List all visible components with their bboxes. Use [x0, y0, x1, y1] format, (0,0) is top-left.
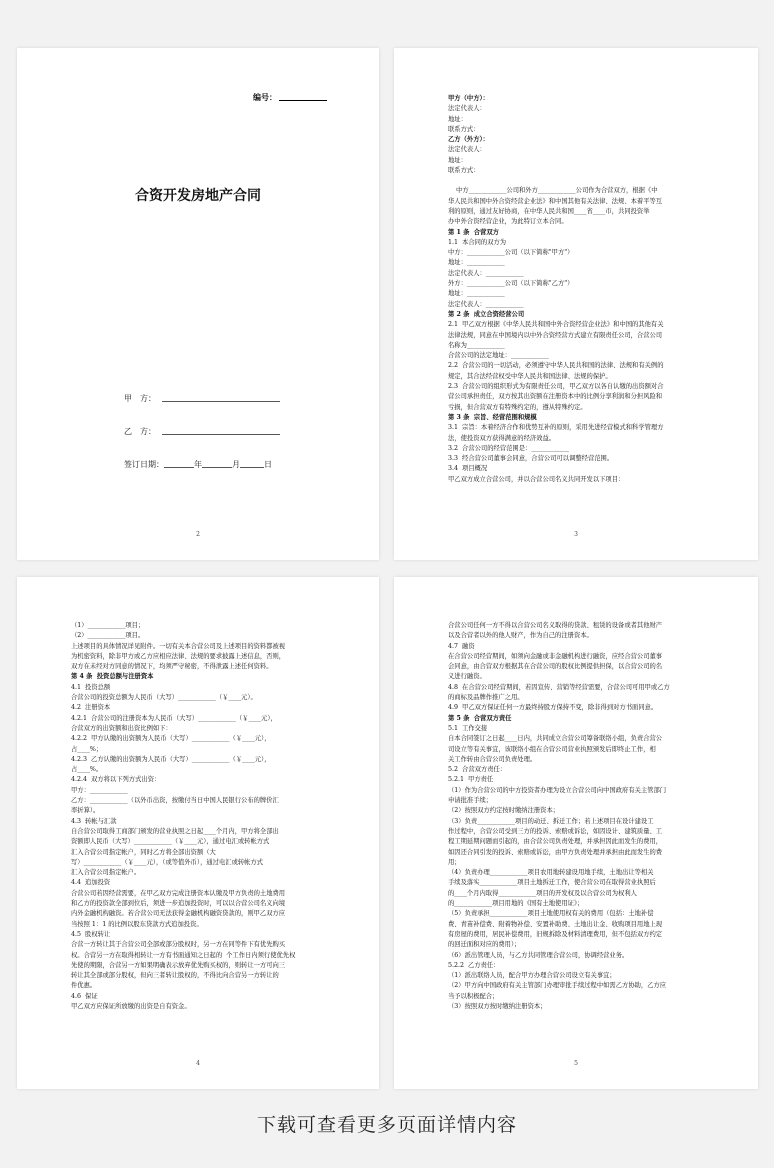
text-line: 地址： [448, 115, 467, 123]
text-line: 合营一方转让其于合营公司全部或部分股权时，另一方在同等件下有优先购买 [71, 941, 286, 949]
text-line: 自本合同签订之日起____日内，共同成立合营公司筹备联络小组，负责合营公 [448, 735, 663, 743]
text-line: 5.2.1 甲方责任 [448, 776, 494, 784]
section-heading: 第 1 条 合营双方 [448, 228, 499, 236]
text-line: 率折算）。 [71, 807, 100, 815]
text-line: 以及合营者以外的他人财产，作为自己的注册资本。 [448, 632, 593, 640]
text-line: 汇入合营公司指定帐户，同时乙方将全部出资额（大 [71, 848, 216, 856]
text-line: 义进行融资。 [448, 673, 486, 681]
text-line: 占____%。 [71, 766, 103, 774]
text-line: 当按照 1：1 的比例以股东贷款方式追加投资。 [71, 920, 203, 928]
text-line: 1.1 本合同的双方为 [448, 238, 507, 246]
section-heading: 第 4 条 投资总额与注册资本 [71, 673, 154, 681]
text-line: （2）甲方向中国政府有关主管部门办理审批手续过程中如需乙方协助，乙方应 [448, 982, 667, 990]
text-line: 合营公司的投资总额为人民币（大写）____________（￥____元）。 [71, 694, 257, 702]
section-heading: 甲方（中方）： [448, 95, 489, 102]
text-line: 乙方：____________（以外币出资，按缴付当日中国人民银行公布的牌价汇 [71, 797, 279, 805]
text-line: 4.7 融资 [448, 642, 475, 650]
text-line: 3.4 项目概况 [448, 465, 488, 473]
text-line: 费、青苗补偿费、附着物补偿、安置补助费、土地出让金、收购项目用地上现 [448, 920, 663, 928]
text-line: 权。合营另一方在取得相转让一方有书面通知之日起的 个工作日内须行使优先权 [71, 951, 296, 959]
sign-date [124, 459, 272, 470]
text-line: 自合营公司取得工商部门颁发的营业执照之日起____个月内，甲方将全部出 [71, 827, 279, 835]
month-blank [202, 459, 232, 468]
section-heading: 乙方（外方）： [448, 136, 489, 144]
text-line: 合营双方的出资额和出资比例如下： [71, 724, 172, 732]
text-line: 地址：____________ [448, 259, 505, 267]
text-line: 占____%； [71, 745, 103, 753]
page-2 [394, 48, 758, 560]
text-line: 为机密资料，除非甲方或乙方应相应法律、法规的要求披露上述信息，否则， [71, 652, 286, 660]
text-line: 4.8 在合营公司经营期间，若因宣传、营销等经营需要，合营公司可用甲或乙方 [448, 683, 670, 691]
text-line: 4.2.4 双方将以下列方式出资： [71, 776, 161, 784]
text-line: 亏损，但合营双方有特殊约定的，遵从特殊约定。 [448, 403, 587, 411]
page-2-body [448, 94, 716, 485]
text-line: 4.3 转帐与汇款 [71, 817, 117, 825]
text-line: 件优惠。 [71, 982, 97, 990]
text-line: （1）____________项目； [71, 622, 145, 629]
text-line: 利的原则，通过友好协商，在中华人民共和国____省____市，共同投资举 [448, 207, 650, 215]
text-line: 联系方式： [448, 125, 480, 133]
text-line: 法定代表人：____________ [448, 300, 524, 308]
text-line: 的____________项目用地的《国有土地使用证》； [448, 900, 584, 908]
text-line: 法律法规，同意在中国境内以中外合资经营方式建立有限责任公司，合营公司 [448, 331, 663, 339]
text-line: （2）____________项目。 [71, 632, 145, 640]
text-line: 华人民共和国中外合资经营企业法》和中国其他有关法律、法规、本着平等互 [448, 197, 663, 205]
text-line: 2.1 甲乙双方根据《中华人民共和国中外合资经营企业法》和中国的其他有关 [448, 321, 664, 329]
page-number: 4 [196, 1060, 200, 1067]
serial-number-field [253, 92, 327, 103]
page-3 [17, 577, 379, 1089]
text-line: 营公司承担责任，双方按其出资额在注册资本中的比例分享利润和分担风险和 [448, 393, 663, 401]
text-line: 4.2.1 合营公司的注册资本为人民币（大写）____________（￥____元）， [71, 714, 277, 722]
text-line: 甲乙双方应保证所放缴的出资是自有资金。 [71, 1002, 191, 1010]
text-line: 规定，其合法经营权受中华人民共和国法律、法规的保护。 [448, 372, 612, 380]
page-number: 3 [574, 531, 578, 538]
page-number: 5 [574, 1060, 578, 1067]
text-line: 法定代表人： [448, 105, 486, 113]
text-line: 甲乙双方成立合营公司，并以合营公司名义共同开发以下项目： [448, 475, 625, 483]
text-line: （1）作为合营公司的中方投资者办理为设立合营公司向中国政府有关主管部门 [448, 786, 667, 794]
text-line: 和乙方的投资款全部到位后，须进一步追加投资时，可以以合营公司名义向境 [71, 900, 286, 908]
text-line: 3.2 合营公司的经营范围是：____________ [448, 444, 570, 452]
text-line: 联系方式： [448, 167, 480, 175]
text-line: 合营公司任何一方不得以合营公司名义取得的贷款、租赁的设备或者其他财产 [448, 622, 663, 629]
text-line: （2）按照双方约定按时缴纳注册资本； [448, 807, 560, 815]
day-blank [240, 459, 264, 468]
section-heading: 第 3 条 宗旨、经营范围和规模 [448, 413, 537, 421]
text-line: （3）按照双方按时缴纳注册资本； [448, 1002, 547, 1010]
month-label: 月 [232, 460, 240, 469]
text-line: （3）负责____________项目的动迁、拆迁工作；若上述项目在设计建设工 [448, 817, 654, 825]
text-line: 写）____________（￥____元），（或等值外币），通过电汇或转帐方式 [71, 858, 264, 866]
text-line: 4.9 甲乙双方保证任何一方最终持股方保持不变，除非得到对方书面同意。 [448, 704, 658, 712]
day-label: 日 [264, 460, 272, 469]
text-line: 在合营公司经营期间，如须向金融或非金融机构进行融资，应经合营公司董事 [448, 652, 663, 660]
text-line: 合营公司的法定地址：____________ [448, 352, 549, 360]
section-heading: 第 5 条 合营双方责任 [448, 714, 512, 722]
text-line: 汇入合营公司指定帐户。 [71, 869, 141, 877]
text-line: 先使的期限，合营另一方如果明确表示放弃优先购买权的，则转让一方可向三 [71, 961, 286, 969]
text-line: 2.3 合营公司的组织形式为有限责任公司，甲乙双方以各自认缴的出资额对合 [448, 383, 664, 391]
text-line: 4.2.2 甲方认缴的出资额为人民币（大写）____________（￥____元）， [71, 735, 271, 743]
text-line: 如因还合同引发的投诉、索赔或诉讼，由甲方负责处理并承担由此而发生的费 [448, 848, 663, 856]
page-3-body [71, 621, 337, 1012]
text-line: 法定代表人： [448, 146, 486, 154]
party-a-blank [162, 393, 280, 402]
text-line: （5）负责承担____________项目土地使用权有关的费用（包括：土地补偿 [448, 910, 654, 918]
download-caption: 下载可查看更多页面详情内容 [256, 1114, 517, 1136]
text-line: 5.1 工作交接 [448, 724, 488, 732]
party-b-label: 乙 方： [124, 427, 156, 436]
text-line: 有房屋的费用，居民补偿费用，旧规拆除及材料清理费用，但不包括双方约定 [448, 930, 663, 938]
text-line: 用； [448, 858, 461, 866]
text-line: 外方：____________公司（以下简称"乙方"） [448, 280, 574, 288]
text-line: 地址：____________ [448, 290, 505, 298]
page-4-body [448, 621, 716, 1012]
text-line: 甲方：____________ [71, 786, 128, 794]
text-line: 合营公司若因经营需要，在甲乙双方完成注册资本认缴及甲方负责的土地费用 [71, 889, 286, 897]
text-line: 4.2 注册资本 [71, 704, 111, 712]
text-line: 中方：____________公司（以下简称"甲方"） [448, 249, 574, 257]
text-line: 上述项目的具体情况详见附件。一切有关本合营公司及上述项目的资料都被视 [71, 642, 286, 650]
text-line: 5.2 合营双方责任： [448, 766, 507, 774]
text-line: （1）派出联络人员，配合甲方办理合营公司设立有关事宜； [448, 972, 616, 980]
text-line: 关工作转由合营公司负责处理。 [448, 755, 537, 763]
page-number: 2 [196, 531, 200, 538]
party-b-signature [124, 426, 280, 437]
text-line: 名称为____________ [448, 341, 505, 349]
text-line: 5.2.2 乙方责任： [448, 961, 500, 969]
text-line: 办中外合资经营企业，为此特订立本合同。 [448, 218, 568, 226]
text-line [448, 176, 716, 186]
page-4 [394, 577, 758, 1089]
text-line: （6）派出管理人员，与乙方共同管理合营公司，协调经营业务。 [448, 951, 629, 959]
text-line: 4.1 投资总额 [71, 683, 111, 691]
section-heading: 第 2 条 成立合资经营公司 [448, 310, 525, 318]
text-line: 法定代表人：____________ [448, 269, 524, 277]
text-line: 法，使投资双方获得满意的经济效益。 [448, 434, 556, 442]
text-line: 的商标及品牌作推广之用。 [448, 694, 524, 702]
text-line: 的____个月内取得____________项目的开发权及以合营公司为权利人 [448, 889, 637, 897]
text-line: 4.6 保证 [71, 992, 98, 1000]
text-line: 4.2.3 乙方认缴的出资额为人民币（大写）____________（￥____元）， [71, 755, 271, 763]
year-label: 年 [194, 460, 202, 469]
text-line: 会同意，由合营双方根据其在合营公司的股权比例提供担保，以合营公司的名 [448, 663, 663, 671]
text-line: 转让其全部或部分股权，但向三者转让股权的，不得比向合营另一方转让的 [71, 972, 279, 980]
text-line: 内外金融机构融资。若合营公司无法获得金融机构融资贷款的，则甲乙双方应 [71, 910, 286, 918]
text-line: 中方____________公司和外方____________公司作为合营双方，根据《中 [448, 187, 658, 195]
sign-date-label: 签订日期： [124, 460, 164, 469]
text-line: 的回迁面积对应的费用）； [448, 941, 521, 949]
party-a-label: 甲 方： [124, 394, 156, 403]
text-line: 程工期延期问题而引起的，由合营公司负责处理，并承担因此而发生的费用， [448, 838, 663, 846]
text-line: 2.2 合营公司的一切活动，必须遵守中华人民共和国的法律、法规和有关例的 [448, 362, 664, 370]
text-line: 双方在未经对方同意的情况下，均须严守秘密，不得泄露上述任何资料。 [71, 663, 273, 671]
serial-blank [279, 92, 327, 101]
text-line: 手续及落实____________项目土地拆迁工作，使合营公司在取得营业执照后 [448, 879, 656, 887]
party-b-blank [162, 426, 280, 435]
text-line: 资额即人民币（大写）____________（￥____元），通过电汇或转帐方式 [71, 838, 270, 846]
party-a-signature [124, 393, 280, 404]
text-line: 作过程中，合营公司受到三方的投诉、索赔或诉讼，如因设计、建筑质量、工 [448, 827, 663, 835]
text-line: 司设立等有关事宜，该联络小组在合营公司营业执照颁发后即终止工作，相 [448, 745, 656, 753]
text-line: （4）负责办理____________项目农用地转建设用地手续，土地出让等相关 [448, 869, 654, 877]
text-line: 4.4 追加投资 [71, 879, 111, 887]
text-line: 当予以积极配合； [448, 992, 499, 1000]
text-line: 地址： [448, 156, 467, 164]
serial-label: 编号： [253, 92, 277, 102]
text-line: 4.5 股权转让 [71, 930, 111, 938]
document-title: 合资开发房地产合同 [135, 188, 261, 204]
text-line: 3.3 经合营公司董事会同意，合营公司可以调整经营范围。 [448, 455, 614, 463]
text-line: 3.1 宗旨：本着经济合作和优势互补的原则，采用先进经营模式和科学管理方 [448, 424, 664, 432]
page-cover [17, 48, 379, 560]
year-blank [164, 459, 194, 468]
text-line: 申请批准手续； [448, 797, 493, 805]
